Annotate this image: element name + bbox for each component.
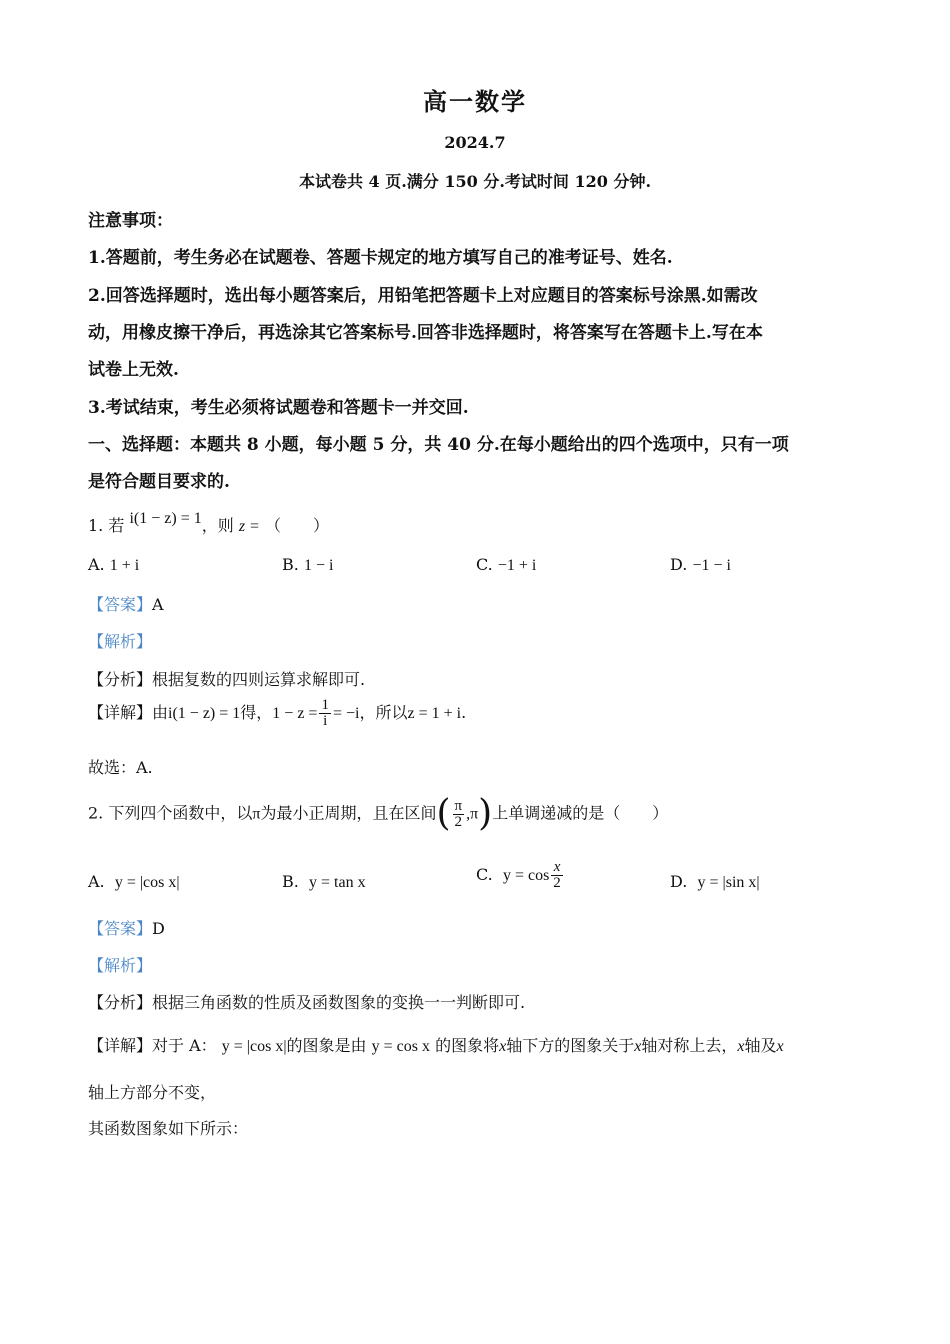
option-d: D. −1 − i: [670, 555, 731, 574]
analysis-tag: 【解析】: [88, 632, 153, 651]
answer-value: D: [152, 919, 165, 938]
option-a: A. y = |cos x|: [88, 872, 180, 891]
fenxi-line: 【分析】根据复数的四则运算求解即可.: [88, 670, 366, 689]
note-item-2-line-1: 2.回答选择题时，选出每小题答案后，用铅笔把答题卡上对应题目的答案标号涂黑.如需改: [88, 286, 758, 306]
stem-math: z =: [238, 518, 260, 535]
option-d: D. y = |sin x|: [670, 872, 760, 891]
answer-line: [88, 916, 165, 939]
fenxi-line: 【分析】根据三角函数的性质及函数图象的变换一一判断即可.: [88, 993, 526, 1012]
option-b: B. y = tan x: [282, 872, 366, 891]
stem-math: i(1 − z) = 1: [129, 510, 202, 527]
stem-text: 若: [108, 516, 125, 535]
detail-tag: 【详解】: [88, 703, 153, 722]
question-2-stem: 2. 下列四个函数中，以π为最小正周期，且在区间( $\frac{\pi}{2}$ ,π)上单调递减的是（ ）: [88, 793, 669, 834]
detail-line: 【详解】由i(1 − z) = 1得，1 − z = $\frac{1}{i}$ = −i，所以z = 1 + i.: [88, 697, 467, 729]
detail-line-2: 轴上方部分不变，: [88, 1083, 217, 1102]
answer-tag: 【答案】: [88, 919, 153, 938]
option-a: A. 1 + i: [88, 555, 140, 574]
right-paren-icon: ): [478, 793, 493, 834]
question-number: 1.: [88, 516, 104, 535]
conclusion-line: 故选：A.: [88, 758, 153, 777]
question-1-stem: [88, 510, 329, 536]
fraction: $\frac{x}{2}$: [553, 859, 561, 891]
answer-value: A: [152, 595, 164, 614]
answer-line: [88, 592, 164, 615]
detail-line-3: 其函数图象如下所示：: [88, 1119, 249, 1138]
note-item-2-line-3: 试卷上无效.: [88, 360, 179, 380]
exam-date: 2024.7: [444, 133, 506, 152]
stem-text: （ ）: [264, 516, 329, 535]
fraction: $\frac{1}{i}$: [321, 697, 329, 729]
option-c: C. y = cos $\frac{x}{2}$: [476, 859, 561, 891]
question-number: 2.: [88, 803, 104, 823]
section-heading-line-2: 是符合题目要求的.: [88, 472, 230, 492]
stem-text: ，则: [201, 516, 234, 535]
answer-tag: 【答案】: [88, 595, 153, 614]
page-title: 高一数学: [423, 87, 527, 116]
detail-tag: 【详解】: [88, 1036, 153, 1055]
section-heading-line-1: 一、选择题：本题共 8 小题，每小题 5 分，共 40 分.在每小题给出的四个选项中，只有一项: [88, 435, 789, 455]
left-paren-icon: (: [436, 793, 451, 834]
analysis-tag: 【解析】: [88, 956, 153, 975]
option-b: B. 1 − i: [282, 555, 334, 574]
fenxi-tag: 【分析】: [88, 993, 153, 1012]
note-item-1: 1.答题前，考生务必在试题卷、答题卡规定的地方填写自己的准考证号、姓名.: [88, 248, 673, 268]
fraction: $\frac{\pi}{2}$: [454, 797, 463, 830]
notes-heading: 注意事项：: [88, 211, 173, 231]
exam-info: 本试卷共 4 页.满分 150 分.考试时间 120 分钟.: [298, 172, 652, 191]
detail-line: 【详解】对于 A： y = |cos x|的图象是由 y = cos x 的图象将x轴下方的图象关于x轴对称上去，x轴及x: [88, 1036, 784, 1055]
option-c: C. −1 + i: [476, 555, 537, 574]
note-item-2-line-2: 动，用橡皮擦干净后，再选涂其它答案标号.回答非选择题时，将答案写在答题卡上.写在本: [88, 323, 763, 343]
note-item-3: 3.考试结束，考生必须将试题卷和答题卡一并交回.: [88, 398, 469, 418]
fenxi-tag: 【分析】: [88, 670, 153, 689]
